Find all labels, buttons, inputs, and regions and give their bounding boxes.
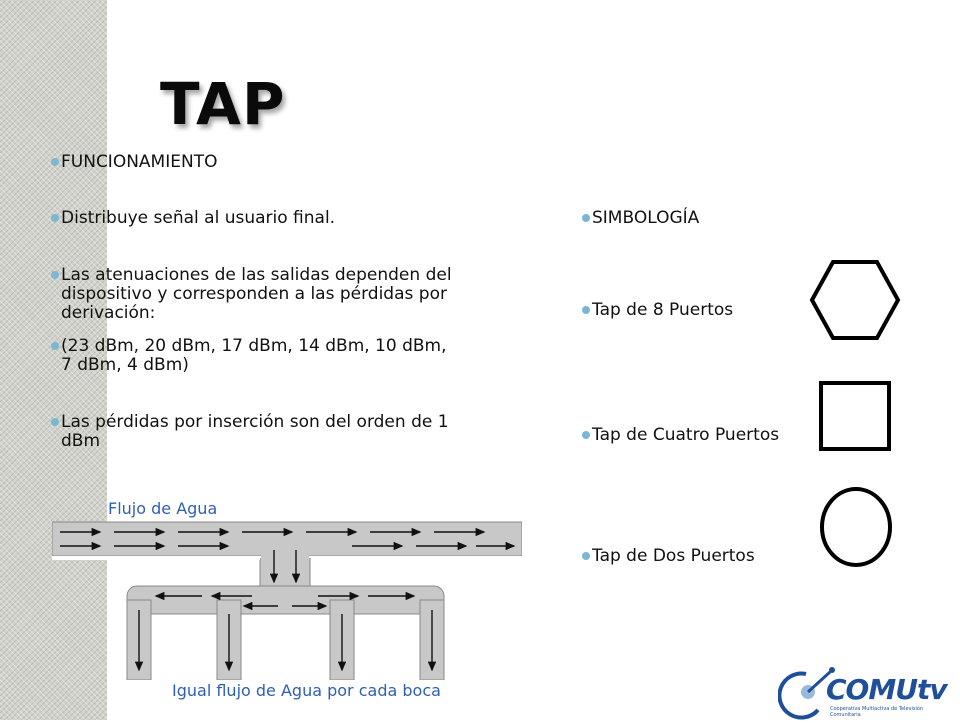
logo-subtext: Cooperativa Multiactiva de Televisión Comunitaria bbox=[830, 706, 924, 718]
logo-text: COMUtv bbox=[826, 673, 947, 706]
flow-bottom-caption: Igual flujo de Agua por cada boca bbox=[172, 681, 441, 700]
symbol-label-2-ports: Tap de Dos Puertos bbox=[592, 547, 792, 566]
bullet-distribuye: Distribuye señal al usuario final. bbox=[61, 209, 453, 228]
slide-title: TAP bbox=[160, 70, 286, 138]
symbol-label-8-ports: Tap de 8 Puertos bbox=[592, 301, 792, 320]
bullet-attenuation-values: (23 dBm, 20 dBm, 17 dBm, 14 dBm, 10 dBm, 7 dBm, 4 dBm) bbox=[61, 337, 453, 375]
bullet-funcionamiento: FUNCIONAMIENTO bbox=[61, 153, 453, 172]
square-icon bbox=[818, 380, 892, 452]
symbology-heading: SIMBOLOGÍA bbox=[592, 209, 792, 228]
bullet-atenuaciones: Las atenuaciones de las salidas dependen del dispositivo y corresponden a las pérdidas por derivación: bbox=[61, 265, 452, 323]
comutv-logo bbox=[778, 656, 947, 720]
symbol-label-4-ports: Tap de Cuatro Puertos bbox=[592, 426, 792, 445]
hexagon-icon bbox=[808, 258, 902, 342]
flow-top-caption: Flujo de Agua bbox=[108, 499, 218, 518]
bullet-insertion-loss: Las pérdidas por inserción son del orden de 1 dBm bbox=[61, 413, 453, 451]
circle-icon bbox=[818, 486, 894, 568]
water-flow-diagram bbox=[52, 520, 522, 680]
